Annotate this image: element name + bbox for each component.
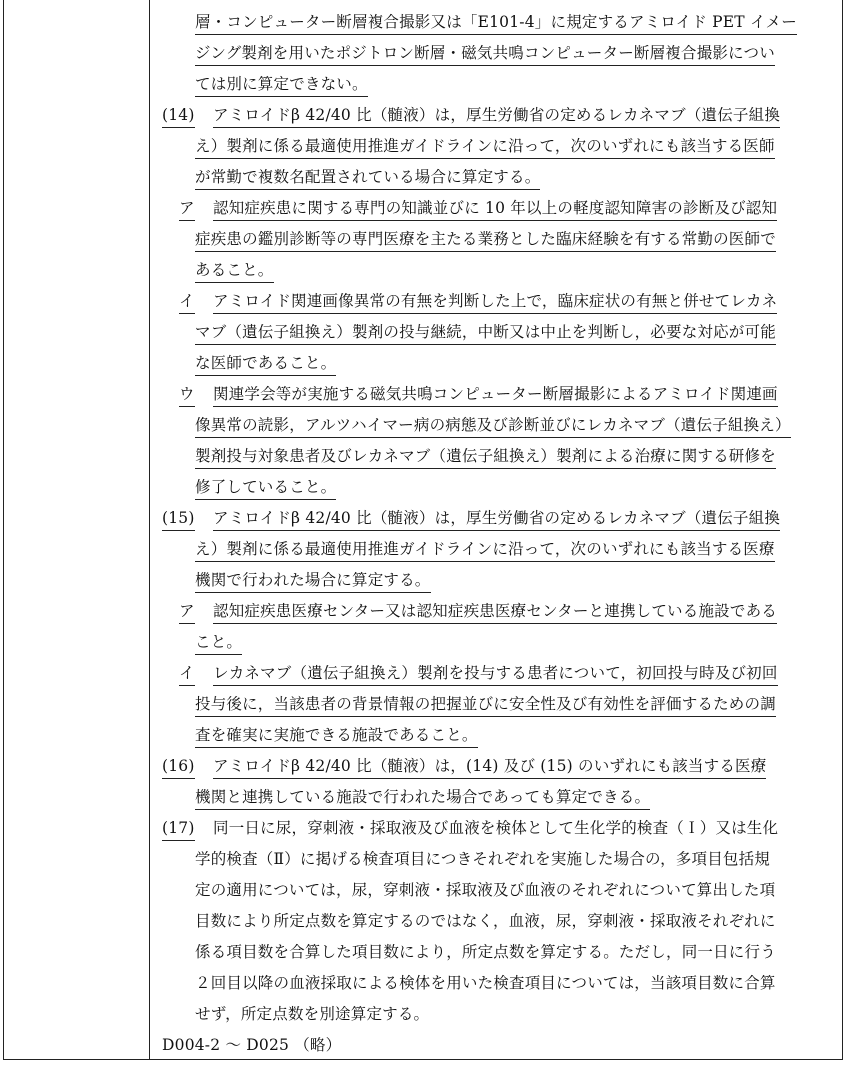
text-line: 症疾患の鑑別診断等の専門医療を主たる業務とした臨床経験を有する常勤の医師で [195, 229, 776, 252]
text-line: せず，所定点数を別途算定する。 [195, 1005, 430, 1023]
text-line: 認知症疾患医療センター又は認知症疾患医療センターと連携している施設である [213, 601, 777, 624]
section-range: D004-2 ～ D025 （略） [162, 1036, 342, 1054]
text-line: 係る項目数を合算した項目数により，所定点数を算定する。ただし，同一日に行う [195, 943, 776, 961]
item-mark: ア [179, 601, 195, 624]
text-line: な医師であること。 [195, 353, 336, 376]
item-number: (14) [162, 105, 195, 128]
text-line: 関連学会等が実施する磁気共鳴コンピューター断層撮影によるアミロイド関連画 [213, 384, 778, 407]
item-number: (16) [162, 756, 195, 779]
text-line: 製剤投与対象患者及びレカネマブ（遺伝子組換え）製剤による治療に関する研修を [195, 446, 776, 469]
text-line: アミロイドβ 42/40 比（髄液）は，(14) 及び (15) のいずれにも該当する医療 [213, 756, 766, 779]
text-line: 層・コンピューター断層複合撮影又は「E101-4」に規定するアミロイド PET イメー [195, 12, 797, 35]
item-number: (15) [162, 508, 195, 531]
text-line: 修了していること。 [195, 477, 336, 500]
text-line: アミロイドβ 42/40 比（髄液）は，厚生労働省の定めるレカネマブ（遺伝子組換 [213, 508, 780, 531]
text-line: 像異常の読影，アルツハイマー病の病態及び診断並びにレカネマブ（遺伝子組換え） [195, 415, 791, 438]
text-line: ては別に算定できない。 [195, 74, 368, 97]
text-line: 機関で行われた場合に算定する。 [195, 570, 431, 593]
text-line: 査を確実に実施できる施設であること。 [195, 725, 478, 748]
item-mark: ウ [179, 384, 195, 407]
text-line: マブ（遺伝子組換え）製剤の投与継続，中断又は中止を判断し，必要な対応が可能 [195, 322, 776, 345]
text-line: 同一日に尿，穿刺液・採取液及び血液を検体として生化学的検査（Ｉ）又は生化 [213, 819, 779, 837]
text-line: 機関と連携している施設で行われた場合であっても算定できる。 [195, 787, 650, 810]
text-line: 投与後に，当該患者の背景情報の把握並びに安全性及び有効性を評価するための調 [195, 694, 776, 717]
item-mark: イ [179, 291, 195, 314]
text-line: ２回目以降の血液採取による検体を用いた検査項目については，当該項目数に合算 [195, 974, 776, 992]
text-line: え）製剤に係る最適使用推進ガイドラインに沿って，次のいずれにも該当する医療 [195, 539, 775, 562]
text-line: 定の適用については，尿，穿刺液・採取液及び血液のそれぞれについて算出した項 [195, 881, 776, 899]
text-line: レカネマブ（遺伝子組換え）製剤を投与する患者について，初回投与時及び初回 [213, 663, 778, 686]
item-number: (17) [162, 818, 195, 841]
text-line: え）製剤に係る最適使用推進ガイドラインに沿って，次のいずれにも該当する医師 [195, 136, 775, 159]
text-line: こと。 [195, 632, 242, 655]
text-line: 目数により所定点数を算定するのではなく，血液，尿，穿刺液・採取液それぞれに [195, 912, 776, 930]
text-line: が常勤で複数名配置されている場合に算定する。 [195, 167, 540, 190]
text-line: アミロイド関連画像異常の有無を判断した上で，臨床症状の有無と併せてレカネ [213, 291, 777, 314]
text-line: 認知症疾患に関する専門の知識並びに 10 年以上の軽度認知障害の診断及び認知 [213, 198, 777, 221]
text-line: 学的検査（Ⅱ）に掲げる検査項目につきそれぞれを実施した場合の，多項目包括規 [195, 850, 771, 868]
text-line: ジング製剤を用いたポジトロン断層・磁気共鳴コンピューター断層複合撮影につい [195, 43, 775, 66]
item-mark: イ [179, 663, 195, 686]
item-mark: ア [179, 198, 195, 221]
text-line: あること。 [195, 260, 274, 283]
text-line: アミロイドβ 42/40 比（髄液）は，厚生労働省の定めるレカネマブ（遺伝子組換 [213, 105, 780, 128]
